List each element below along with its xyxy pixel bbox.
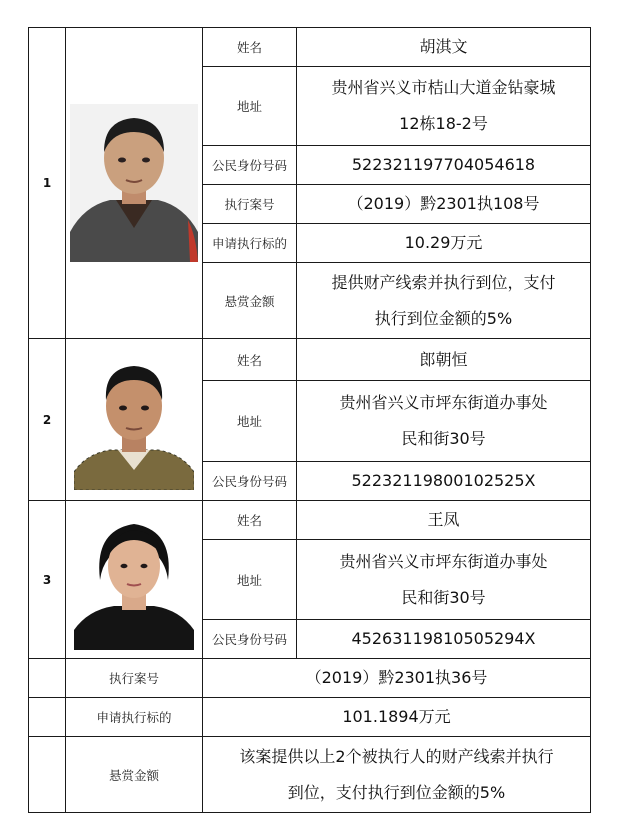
name-value-1: 胡淇文 <box>297 28 591 67</box>
joint-case-value: （2019）黔2301执36号 <box>203 659 591 698</box>
address-value-1 <box>297 67 591 146</box>
id-label-3: 公民身份号码 <box>203 620 297 659</box>
address-line-1: 贵州省兴义市坪东街道办事处 <box>339 393 548 412</box>
amount-value-1: 10.29万元 <box>297 224 591 263</box>
address-value-3 <box>297 540 591 620</box>
person-photo-icon <box>70 104 198 262</box>
joint-reward-value <box>203 737 591 813</box>
name-value-3: 王凤 <box>297 501 591 540</box>
empty-index-cell <box>29 659 66 698</box>
photo-cell-1 <box>66 28 203 339</box>
name-label-3: 姓名 <box>203 501 297 540</box>
amount-label-1: 申请执行标的 <box>203 224 297 263</box>
address-line-2: 12栋18-2号 <box>399 114 488 133</box>
table-row <box>29 737 591 813</box>
person-photo-icon <box>74 350 194 490</box>
photo-cell-2 <box>66 339 203 501</box>
joint-reward-label: 悬赏金额 <box>66 737 203 813</box>
reward-line-1: 提供财产线索并执行到位，支付 <box>331 272 556 292</box>
address-value-2 <box>297 381 591 462</box>
name-label-2: 姓名 <box>203 339 297 381</box>
table-row <box>29 698 591 737</box>
table-row <box>29 501 591 540</box>
table-row <box>29 659 591 698</box>
photo-cell-3 <box>66 501 203 659</box>
address-label-3: 地址 <box>203 540 297 620</box>
id-label-2: 公民身份号码 <box>203 462 297 501</box>
wanted-debtors-table <box>28 27 591 813</box>
joint-amount-label: 申请执行标的 <box>66 698 203 737</box>
joint-case-label: 执行案号 <box>66 659 203 698</box>
joint-amount-value: 101.1894万元 <box>203 698 591 737</box>
address-line-1: 贵州省兴义市坪东街道办事处 <box>339 551 548 571</box>
table-row <box>29 28 591 67</box>
id-value-1: 522321197704054618 <box>297 146 591 185</box>
row-index-1: 1 <box>29 28 66 339</box>
id-label-1: 公民身份号码 <box>203 146 297 185</box>
address-label-2: 地址 <box>203 381 297 462</box>
name-label-1: 姓名 <box>203 28 297 67</box>
reward-label-1: 悬赏金额 <box>203 263 297 339</box>
reward-line-2: 到位，支付执行到位金额的5% <box>287 782 506 802</box>
address-line-2: 民和街30号 <box>401 429 486 448</box>
row-index-3: 3 <box>29 501 66 659</box>
table-row <box>29 339 591 381</box>
address-label-1: 地址 <box>203 67 297 146</box>
address-line-1: 贵州省兴义市桔山大道金钻豪城 <box>331 78 556 97</box>
name-value-2: 郎朝恒 <box>297 339 591 381</box>
reward-line-2: 执行到位金额的5% <box>374 308 513 328</box>
empty-index-cell <box>29 737 66 813</box>
reward-value-1 <box>297 263 591 339</box>
case-label-1: 执行案号 <box>203 185 297 224</box>
person-photo-icon <box>74 510 194 650</box>
id-value-3: 45263119810505294X <box>297 620 591 659</box>
reward-line-1: 该案提供以上2个被执行人的财产线索并执行 <box>239 746 554 766</box>
id-value-2: 52232119800102525X <box>297 462 591 501</box>
row-index-2: 2 <box>29 339 66 501</box>
address-line-2: 民和街30号 <box>401 587 486 607</box>
empty-index-cell <box>29 698 66 737</box>
case-value-1: （2019）黔2301执108号 <box>297 185 591 224</box>
